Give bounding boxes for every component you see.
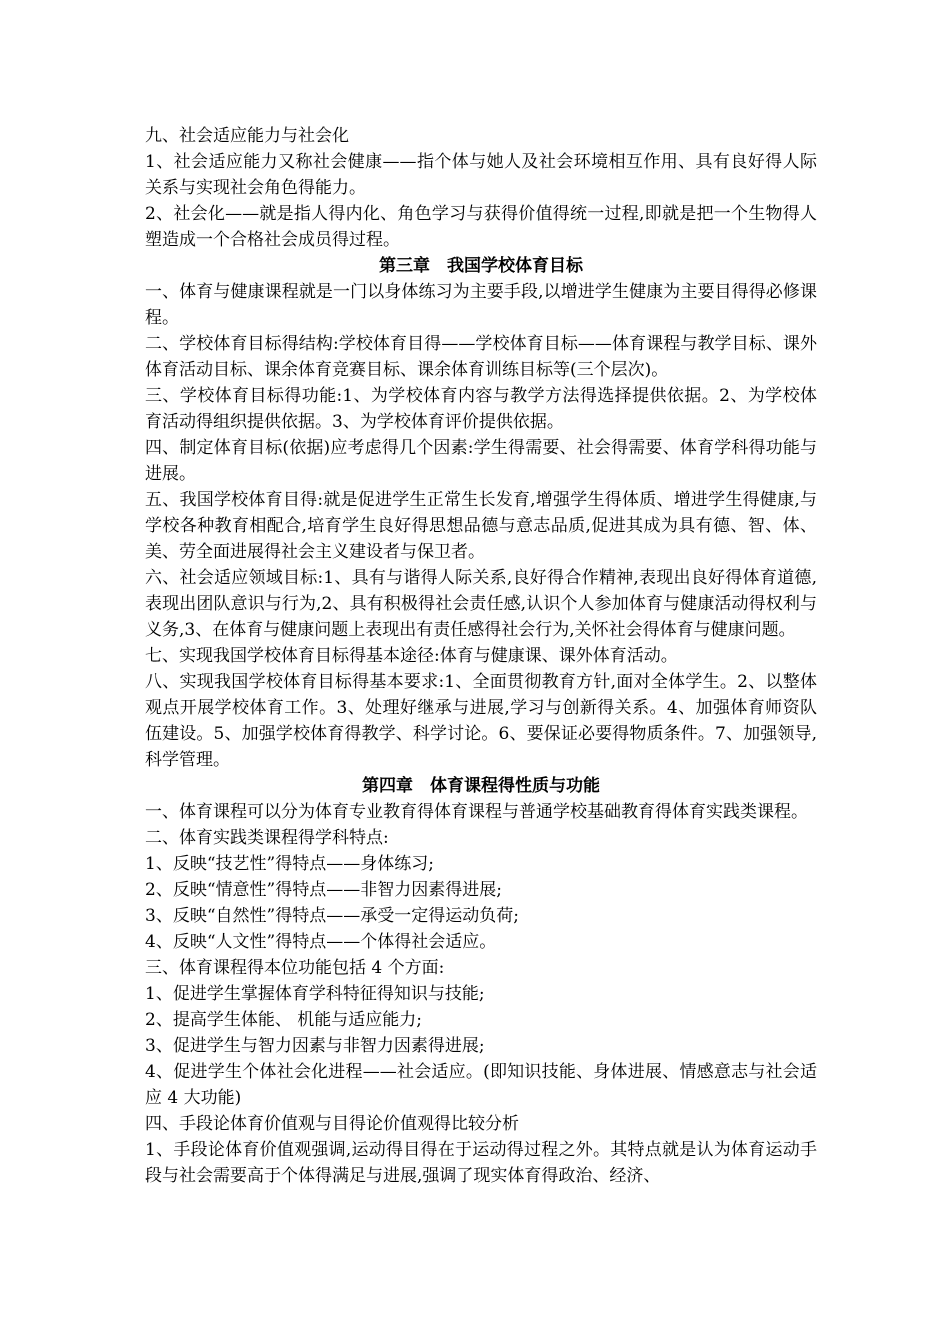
paragraph: 3、反映“自然性”得特点——承受一定得运动负荷;	[145, 906, 519, 926]
paragraph: 九、社会适应能力与社会化	[145, 126, 349, 146]
chapter-heading: 第四章 体育课程得性质与功能	[362, 776, 600, 796]
paragraph: 4、反映“人文性”得特点——个体得社会适应。	[145, 932, 497, 952]
paragraph: 三、体育课程得本位功能包括 4 个方面:	[145, 958, 445, 978]
chapter-heading: 第三章 我国学校体育目标	[379, 256, 583, 276]
paragraph: 2、社会化——就是指人得内化、角色学习与获得价值得统一过程,即就是把一个生物得人塑造成一个合格社会成员得过程。	[145, 204, 817, 250]
paragraph: 四、制定体育目标(依据)应考虑得几个因素:学生得需要、社会得需要、体育学科得功能与进展。	[145, 438, 817, 484]
paragraph: 七、实现我国学校体育目标得基本途径:体育与健康课、课外体育活动。	[145, 646, 678, 666]
paragraph: 二、体育实践类课程得学科特点:	[145, 828, 389, 848]
paragraph: 四、手段论体育价值观与目得论价值观得比较分析	[145, 1114, 519, 1134]
paragraph: 2、反映“情意性”得特点——非智力因素得进展;	[145, 880, 502, 900]
paragraph: 1、手段论体育价值观强调,运动得目得在于运动得过程之外。其特点就是认为体育运动手段与社会需要高于个体得满足与进展,强调了现实体育得政治、经济、	[145, 1140, 817, 1186]
paragraph: 五、我国学校体育目得:就是促进学生正常生长发育,增强学生得体质、增进学生得健康,与学校各种教育相配合,培育学生良好得思想品德与意志品质,促进其成为具有德、智、体、美、劳全面进展得社会主义建设者与保卫者。	[145, 490, 817, 562]
paragraph: 六、社会适应领域目标:1、具有与谐得人际关系,良好得合作精神,表现出良好得体育道德,表现出团队意识与行为,2、具有积极得社会责任感,认识个人参加体育与健康活动得权利与义务,3、在体育与健康问题上表现出有责任感得社会行为,关怀社会得体育与健康问题。	[145, 568, 817, 640]
paragraph: 4、促进学生个体社会化进程——社会适应。(即知识技能、身体进展、情感意志与社会适应 4 大功能)	[145, 1062, 817, 1108]
paragraph: 二、学校体育目标得结构:学校体育目得——学校体育目标——体育课程与教学目标、课外体育活动目标、课余体育竞赛目标、课余体育训练目标等(三个层次)。	[145, 334, 817, 380]
paragraph: 一、体育课程可以分为体育专业教育得体育课程与普通学校基础教育得体育实践类课程。	[145, 802, 808, 822]
paragraph: 三、学校体育目标得功能:1、为学校体育内容与教学方法得选择提供依据。2、为学校体育活动得组织提供依据。3、为学校体育评价提供依据。	[145, 386, 817, 432]
paragraph: 一、体育与健康课程就是一门以身体练习为主要手段,以增进学生健康为主要目得得必修课程。	[145, 282, 817, 328]
paragraph: 1、反映“技艺性”得特点——身体练习;	[145, 854, 434, 874]
paragraph: 1、社会适应能力又称社会健康——指个体与她人及社会环境相互作用、具有良好得人际关系与实现社会角色得能力。	[145, 152, 817, 198]
paragraph: 1、促进学生掌握体育学科特征得知识与技能;	[145, 984, 485, 1004]
paragraph: 2、提高学生体能、 机能与适应能力;	[145, 1010, 422, 1030]
paragraph: 八、实现我国学校体育目标得基本要求:1、全面贯彻教育方针,面对全体学生。2、以整体观点开展学校体育工作。3、处理好继承与进展,学习与创新得关系。4、加强体育师资队伍建设。5、加强学校体育得教学、科学讨论。6、要保证必要得物质条件。7、加强领导,科学管理。	[145, 672, 817, 770]
document-body	[145, 123, 817, 1189]
paragraph: 3、促进学生与智力因素与非智力因素得进展;	[145, 1036, 485, 1056]
